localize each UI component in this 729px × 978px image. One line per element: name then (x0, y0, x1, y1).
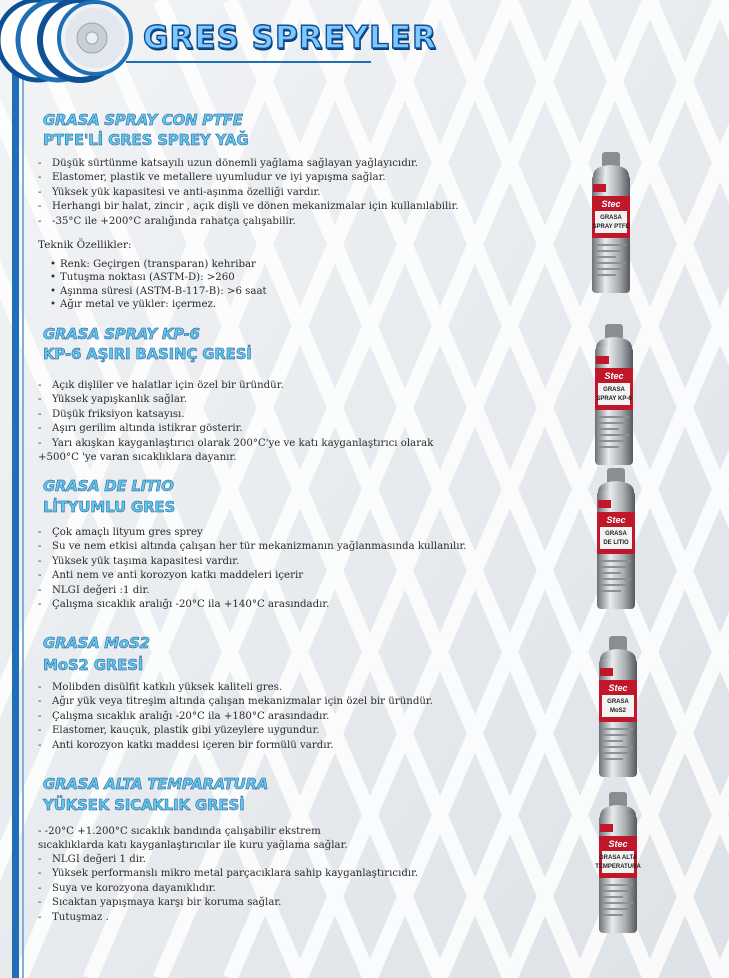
can-logo-mark (600, 824, 613, 832)
list-item: - Tutuşmaz . (38, 911, 418, 925)
list-item: - Sıcaktan yapışmaya karşı bir koruma sağlar. (38, 896, 418, 910)
can-fine-print (603, 734, 628, 736)
can-shoulder (598, 481, 634, 492)
can-fine-print (603, 914, 623, 916)
intro-line: - -20°C +1.200°C sıcaklık bandında çalışabilir ekstrem (38, 826, 321, 837)
spray-can-image (587, 152, 635, 296)
list-item: - Çalışma sıcaklık aralığı -20°C ila +140°C arasındadır. (38, 598, 467, 612)
list-item: - Çalışma sıcaklık aralığı -20°C ila +180°C arasındadır. (38, 710, 433, 724)
can-label-text: DE LITIO (603, 540, 629, 546)
can-fine-print (599, 428, 619, 430)
can-shoulder (600, 805, 636, 816)
list-item: - Aşırı gerilim altında istikrar gösterir. (38, 422, 433, 436)
can-fine-print (599, 416, 629, 418)
product-subtitle: GRASA SPRAY KP-6 (43, 325, 200, 343)
list-item: - Yarı akışkan kayganlaştırıcı olarak 200°C'ye ve katı kayganlaştırıcı olarak (38, 437, 433, 451)
can-fine-print (596, 268, 621, 270)
can-label-text: GRASA (600, 215, 622, 221)
list-item: - Anti nem ve anti korozyon katkı maddeleri içerir (38, 569, 467, 583)
can-brand-text: Stec (601, 199, 621, 209)
can-logo-mark (596, 356, 609, 364)
can-fine-print (603, 890, 628, 892)
can-fine-print (603, 884, 633, 886)
list-item: - NLGI değeri :1 dir. (38, 584, 467, 598)
can-fine-print (599, 434, 629, 436)
can-shoulder (600, 649, 636, 660)
spray-can-image (590, 324, 638, 468)
list-item: - Elastomer, kauçuk, plastik gibi yüzeylere uygundur. (38, 724, 433, 738)
product-title: KP-6 AŞIRI BASINÇ GRESİ (43, 345, 252, 363)
can-fine-print (603, 746, 633, 748)
can-fine-print (603, 902, 633, 904)
list-item: - Düşük friksiyon katsayısı. (38, 408, 433, 422)
left-accent-bar (12, 58, 19, 978)
product-subtitle: GRASA ALTA TEMPARATURA (43, 775, 269, 793)
can-label-text: GRASA (607, 699, 629, 705)
can-fine-print (601, 560, 631, 562)
product-subtitle: GRASA DE LITIO (43, 477, 174, 495)
tech-specs-list (50, 258, 267, 312)
title-underline (126, 61, 371, 63)
can-logo-mark (598, 500, 611, 508)
intro-line: sıcaklıklarda katı kayganlaştırıcılar ile kuru yağlama sağlar. (38, 840, 348, 851)
spray-can-image (592, 468, 640, 612)
feature-list (38, 526, 467, 612)
can-fine-print (596, 262, 626, 264)
list-item: - Ağır yük veya titreşim altında çalışan mekanizmalar için özel bir üründür. (38, 695, 433, 709)
product-subtitle: GRASA MoS2 (43, 634, 150, 652)
can-label-text: SPRAY KP-6 (596, 396, 632, 402)
list-item: - Düşük sürtünme katsayılı uzun dönemli yağlama sağlayan yağlayıcıdır. (38, 157, 459, 171)
can-shoulder (596, 337, 632, 348)
list-item: • Ağır metal ve yükler: içermez. (50, 298, 267, 311)
list-item: - Yüksek yapışkanlık sağlar. (38, 393, 433, 407)
product-title: YÜKSEK SICAKLIK GRESİ (43, 796, 245, 814)
can-brand-text: Stec (604, 371, 624, 381)
spray-can-image (594, 792, 642, 936)
can-fine-print (599, 440, 624, 442)
can-label-text: MoS2 (609, 708, 627, 714)
page-title: GRES SPREYLER (143, 20, 437, 56)
can-fine-print (599, 422, 624, 424)
list-item: - Anti korozyon katkı maddesi içeren bir formülü vardır. (38, 739, 433, 753)
list-item: - Elastomer, plastik ve metallere uyumludur ve iyi yapışma sağlar. (38, 171, 459, 185)
can-fine-print (601, 578, 631, 580)
can-label-text: GRASA (605, 531, 627, 537)
list-item: • Tutuşma noktası (ASTM-D): >260 (50, 271, 267, 284)
can-fine-print (601, 584, 626, 586)
can-label-text: GRASA ALTA (599, 855, 637, 861)
list-item: - Çok amaçlı lityum gres sprey (38, 526, 467, 540)
left-accent-line (22, 70, 24, 978)
feature-list (38, 681, 433, 753)
can-fine-print (596, 274, 616, 276)
feature-list (38, 853, 418, 925)
can-label-text: TEMPERATURA (595, 864, 641, 870)
list-item: - Herhangi bir halat, zincir , açık dişli ve dönen mekanizmalar için kullanılabilir. (38, 200, 459, 214)
can-fine-print (596, 244, 626, 246)
product-title: LİTYUMLU GRES (43, 498, 176, 516)
can-label-text: GRASA (603, 387, 625, 393)
can-fine-print (601, 572, 621, 574)
can-fine-print (603, 752, 628, 754)
product-title: PTFE'Lİ GRES SPREY YAĞ (43, 131, 249, 149)
list-item: - Yüksek yük kapasitesi ve anti-aşınma özelliği vardır. (38, 186, 459, 200)
can-fine-print (603, 728, 633, 730)
feature-list (38, 379, 433, 451)
page-header (0, 0, 729, 80)
can-logo-mark (593, 184, 606, 192)
can-brand-text: Stec (608, 839, 628, 849)
can-shoulder (593, 165, 629, 176)
can-logo-mark (600, 668, 613, 676)
list-item: - Yüksek performanslı mikro metal parçacıklara sahip kayganlaştırıcıdır. (38, 867, 418, 881)
list-item: - Açık dişliler ve halatlar için özel bir üründür. (38, 379, 433, 393)
tech-specs-label: Teknik Özellikler: (38, 239, 132, 251)
list-item: • Renk: Geçirgen (transparan) kehribar (50, 258, 267, 271)
can-fine-print (601, 566, 626, 568)
can-fine-print (596, 250, 621, 252)
can-fine-print (599, 446, 619, 448)
can-fine-print (603, 896, 623, 898)
can-fine-print (601, 590, 621, 592)
can-brand-text: Stec (608, 683, 628, 693)
can-fine-print (603, 758, 623, 760)
list-item: - Su ve nem etkisi altında çalışan her tür mekanizmanın yağlanmasında kullanılır. (38, 540, 467, 554)
can-fine-print (603, 740, 623, 742)
list-item: - Yüksek yük taşıma kapasitesi vardır. (38, 555, 467, 569)
product-title: MoS2 GRESİ (43, 656, 144, 674)
list-item: - Molibden disülfit katkılı yüksek kaliteli gres. (38, 681, 433, 695)
spray-can-image (594, 636, 642, 780)
can-label-text: SPRAY PTFE (592, 224, 630, 230)
feature-list (38, 157, 459, 229)
gear-rings-logo (0, 0, 150, 90)
can-brand-text: Stec (606, 515, 626, 525)
list-item: • Aşınma süresi (ASTM-B-117-B): >6 saat (50, 285, 267, 298)
product-subtitle: GRASA SPRAY CON PTFE (43, 111, 243, 129)
list-item: - -35°C ile +200°C aralığında rahatça çalışabilir. (38, 215, 459, 229)
can-fine-print (603, 908, 628, 910)
can-fine-print (596, 256, 616, 258)
feature-continuation: +500°C 'ye varan sıcaklıklara dayanır. (38, 452, 237, 463)
list-item: - NLGI değeri 1 dir. (38, 853, 418, 867)
list-item: - Suya ve korozyona dayanıklıdır. (38, 882, 418, 896)
